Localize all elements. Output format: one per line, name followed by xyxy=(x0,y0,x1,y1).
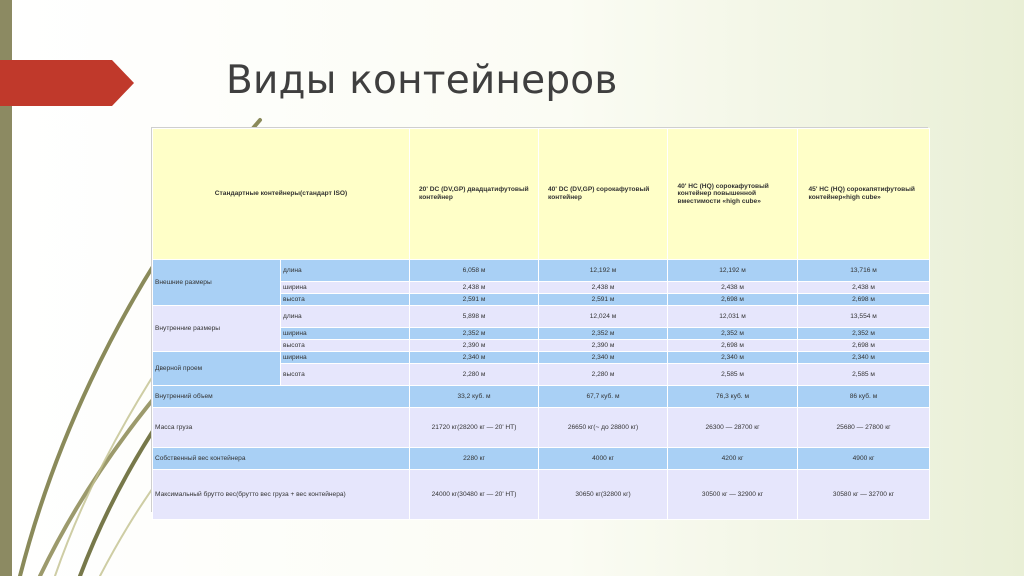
table-cell: 12,031 м xyxy=(668,306,798,328)
group-label: Дверной проем xyxy=(153,352,281,386)
row-label: Внутренний объем xyxy=(153,386,410,408)
table-cell: 67,7 куб. м xyxy=(539,386,668,408)
row-label: Масса груза xyxy=(153,408,410,448)
row-label: Максимальный брутто вес(брутто вес груза + вес контейнера) xyxy=(153,470,410,520)
table-cell: 2,438 м xyxy=(798,282,930,294)
table-cell: 2,591 м xyxy=(539,294,668,306)
header-label: 40' DC (DV,GP) сорокафутовый контейнер xyxy=(548,186,650,201)
table-cell: 4900 кг xyxy=(798,448,930,470)
sub-label: ширина xyxy=(281,282,410,294)
table-cell: 6,058 м xyxy=(410,260,539,282)
table-cell: 12,192 м xyxy=(668,260,798,282)
table-row xyxy=(153,408,930,448)
sub-label: длина xyxy=(281,260,410,282)
table-cell: 26300 — 28700 кг xyxy=(668,408,798,448)
table-row xyxy=(153,260,930,282)
table-cell: 2,585 м xyxy=(798,364,930,386)
sub-label: ширина xyxy=(281,352,410,364)
table-cell: 13,554 м xyxy=(798,306,930,328)
table-cell: 26650 кг(~ до 28800 кг) xyxy=(539,408,668,448)
table-cell: 2,352 м xyxy=(410,328,539,340)
header-label: 45' HC (HQ) сорокапятифутовый контейнер«high cube» xyxy=(808,186,915,201)
table-cell: 2,280 м xyxy=(410,364,539,386)
table-cell: 2,280 м xyxy=(539,364,668,386)
table-cell: 2,352 м xyxy=(798,328,930,340)
header-label: Стандартные контейнеры(стандарт ISO) xyxy=(214,190,348,198)
table-cell: 2,340 м xyxy=(410,352,539,364)
table-cell: 12,024 м xyxy=(539,306,668,328)
table-row xyxy=(153,470,930,520)
table-cell: 30500 кг — 32900 кг xyxy=(668,470,798,520)
group-label: Внутренние размеры xyxy=(153,306,281,352)
table-cell: 4000 кг xyxy=(539,448,668,470)
table-cell: 2,698 м xyxy=(668,294,798,306)
table-cell: 13,716 м xyxy=(798,260,930,282)
sub-label: высота xyxy=(281,364,410,386)
header-cell xyxy=(410,129,539,260)
header-cell xyxy=(798,129,930,260)
table-header-row xyxy=(153,129,930,260)
header-label: 40' HC (HQ) сорокафутовый контейнер повышенной вместимости «high cube» xyxy=(677,182,769,205)
header-cell xyxy=(539,129,668,260)
table-cell: 2,340 м xyxy=(539,352,668,364)
table-cell: 2,585 м xyxy=(668,364,798,386)
header-cell xyxy=(668,129,798,260)
header-cell xyxy=(153,129,410,260)
table-cell: 24000 кг(30480 кг — 20' HT) xyxy=(410,470,539,520)
table-cell: 2,698 м xyxy=(798,294,930,306)
table-cell: 2,438 м xyxy=(539,282,668,294)
table-cell: 2,340 м xyxy=(668,352,798,364)
header-label: 20' DC (DV,GP) двадцатифутовый контейнер xyxy=(419,186,529,201)
table-cell: 4200 кг xyxy=(668,448,798,470)
title-arrow-shape xyxy=(0,60,134,106)
row-label: Собственный вес контейнера xyxy=(153,448,410,470)
table-cell: 86 куб. м xyxy=(798,386,930,408)
table-cell: 2,438 м xyxy=(668,282,798,294)
sub-label: ширина xyxy=(281,328,410,340)
sub-label: высота xyxy=(281,340,410,352)
table-cell: 5,898 м xyxy=(410,306,539,328)
table-row xyxy=(153,352,930,364)
group-label: Внешние размеры xyxy=(153,260,281,306)
table-cell: 30650 кг(32800 кг) xyxy=(539,470,668,520)
sub-label: высота xyxy=(281,294,410,306)
table-cell: 2280 кг xyxy=(410,448,539,470)
table-cell: 2,591 м xyxy=(410,294,539,306)
containers-table xyxy=(151,127,928,512)
table-row xyxy=(153,448,930,470)
sub-label: длина xyxy=(281,306,410,328)
table-cell: 33,2 куб. м xyxy=(410,386,539,408)
table-cell: 2,390 м xyxy=(410,340,539,352)
table-row xyxy=(153,386,930,408)
table-cell: 12,192 м xyxy=(539,260,668,282)
table-cell: 21720 кг(28200 кг — 20' HT) xyxy=(410,408,539,448)
table-cell: 2,390 м xyxy=(539,340,668,352)
table-cell: 2,352 м xyxy=(668,328,798,340)
table-cell: 2,340 м xyxy=(798,352,930,364)
table-cell: 76,3 куб. м xyxy=(668,386,798,408)
table-cell: 2,352 м xyxy=(539,328,668,340)
slide-title: Виды контейнеров xyxy=(226,58,618,103)
table-cell: 2,698 м xyxy=(798,340,930,352)
table-cell: 30580 кг — 32700 кг xyxy=(798,470,930,520)
table-cell: 2,438 м xyxy=(410,282,539,294)
table-cell: 25680 — 27800 кг xyxy=(798,408,930,448)
table-cell: 2,698 м xyxy=(668,340,798,352)
table-row xyxy=(153,306,930,328)
